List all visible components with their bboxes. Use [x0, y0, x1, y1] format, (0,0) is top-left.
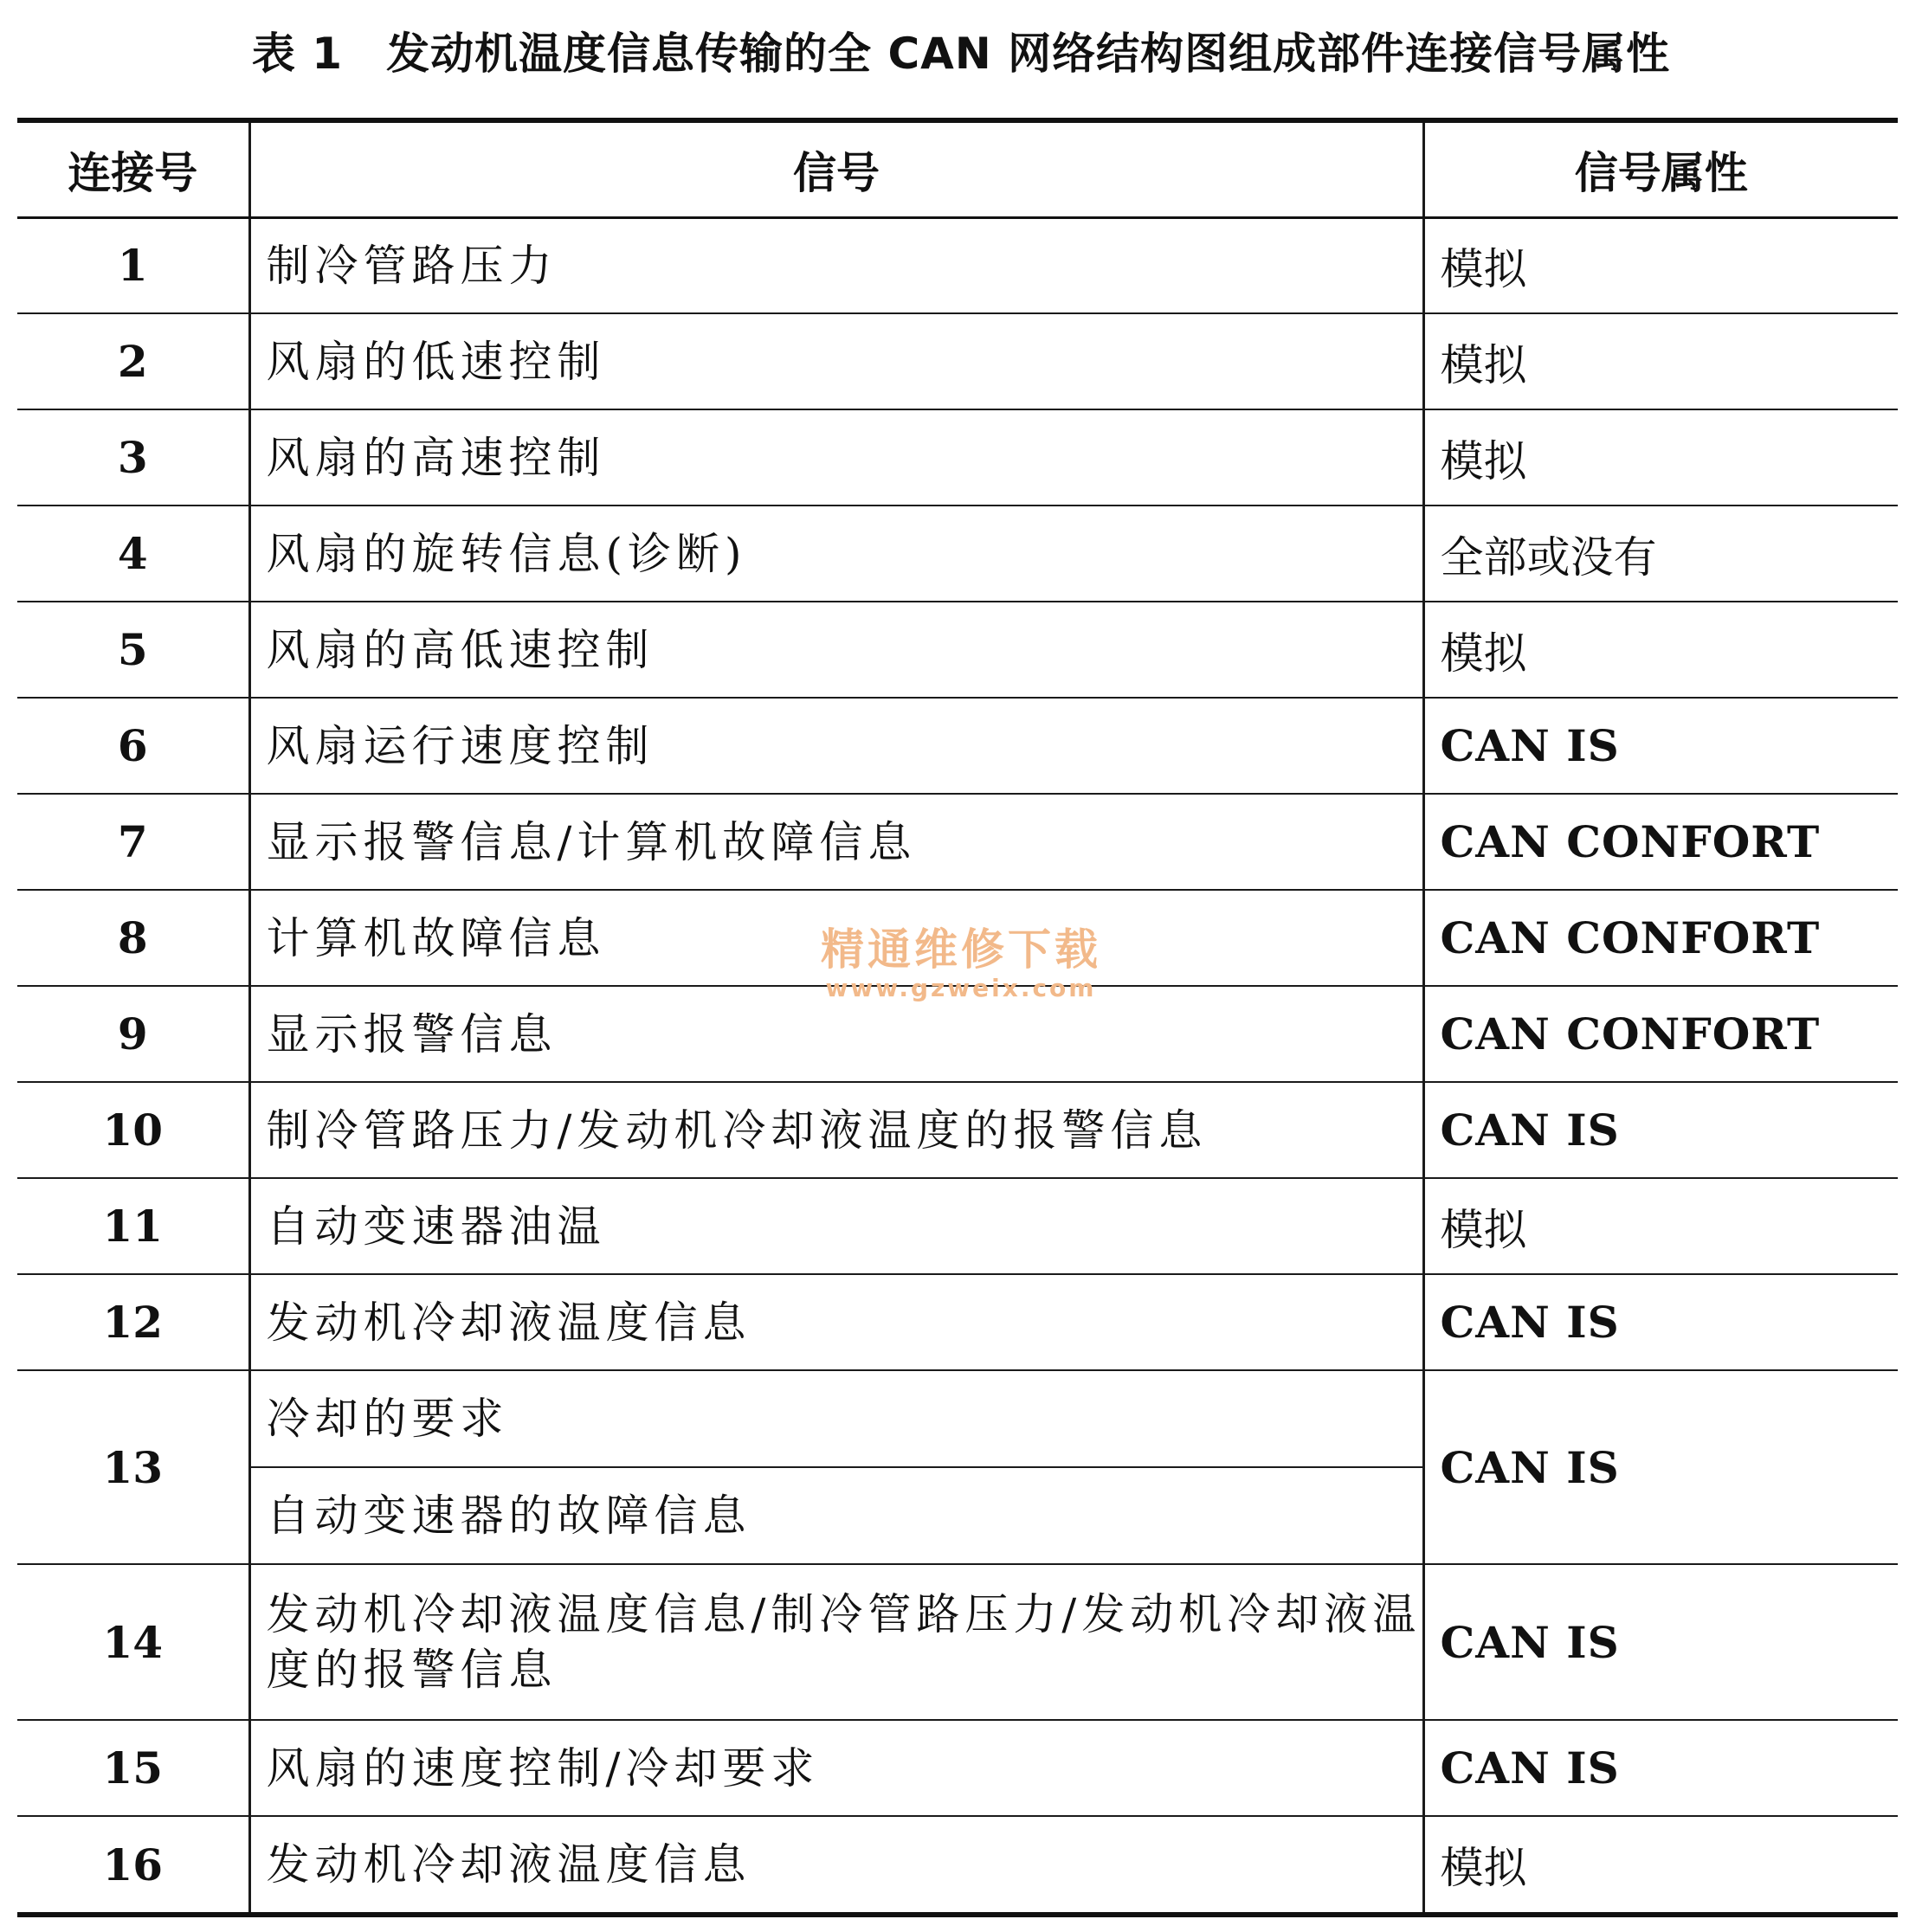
connection-no-cell: 8	[17, 890, 249, 986]
watermark-text: 精通维修下载	[821, 924, 1101, 975]
attribute-cell: 模拟	[1423, 1178, 1898, 1274]
signal-cell: 自动变速器油温	[249, 1178, 1423, 1274]
table-row	[17, 890, 1898, 986]
connection-no-cell: 14	[17, 1564, 249, 1720]
attribute-cell: 模拟	[1423, 1816, 1898, 1915]
attribute-cell: CAN IS	[1423, 1274, 1898, 1370]
attribute-cell: 模拟	[1423, 409, 1898, 506]
signal-cell: 发动机冷却液温度信息/制冷管路压力/发动机冷却液温度的报警信息	[249, 1564, 1423, 1720]
connection-no-cell: 11	[17, 1178, 249, 1274]
attribute-cell: CAN CONFORT	[1423, 890, 1898, 986]
table-title: 发动机温度信息传输的全 CAN 网络结构图组成部件连接信号属性	[386, 29, 1671, 79]
connection-no-cell: 1	[17, 217, 249, 313]
signal-cell: 冷却的要求	[249, 1370, 1423, 1467]
signal-cell: 风扇的速度控制/冷却要求	[249, 1720, 1423, 1816]
connection-no-cell: 9	[17, 986, 249, 1082]
table-row	[17, 409, 1898, 506]
table-row	[17, 1816, 1898, 1915]
connection-no-cell: 2	[17, 313, 249, 409]
table-row	[17, 794, 1898, 890]
table-row	[17, 986, 1898, 1082]
signal-cell: 自动变速器的故障信息	[249, 1467, 1423, 1564]
table-row	[17, 698, 1898, 794]
header-signal-attribute: 信号属性	[1423, 120, 1898, 217]
table-row	[17, 313, 1898, 409]
signal-cell: 风扇的高低速控制	[249, 602, 1423, 698]
table-row	[17, 1370, 1898, 1467]
attribute-cell: CAN CONFORT	[1423, 794, 1898, 890]
attribute-cell: CAN IS	[1423, 1370, 1898, 1564]
attribute-cell: CAN IS	[1423, 1564, 1898, 1720]
signal-cell: 风扇的低速控制	[249, 313, 1423, 409]
attribute-cell: CAN IS	[1423, 1720, 1898, 1816]
table-row	[17, 1178, 1898, 1274]
attribute-cell: 全部或没有	[1423, 506, 1898, 602]
signal-cell: 显示报警信息/计算机故障信息	[249, 794, 1423, 890]
attribute-cell: 模拟	[1423, 313, 1898, 409]
signal-cell: 风扇的旋转信息(诊断)	[249, 506, 1423, 602]
connection-no-cell: 12	[17, 1274, 249, 1370]
connection-no-cell: 15	[17, 1720, 249, 1816]
attribute-cell: CAN IS	[1423, 698, 1898, 794]
signal-cell: 显示报警信息	[249, 986, 1423, 1082]
table-row	[17, 1564, 1898, 1720]
table-row	[17, 1274, 1898, 1370]
connection-no-cell: 7	[17, 794, 249, 890]
table-row	[17, 1720, 1898, 1816]
signal-cell: 制冷管路压力/发动机冷却液温度的报警信息	[249, 1082, 1423, 1178]
table-caption	[0, 19, 1922, 88]
connection-no-cell: 6	[17, 698, 249, 794]
connection-no-cell: 4	[17, 506, 249, 602]
connection-no-cell: 5	[17, 602, 249, 698]
attribute-cell: 模拟	[1423, 602, 1898, 698]
signal-cell: 发动机冷却液温度信息	[249, 1274, 1423, 1370]
table-row	[17, 602, 1898, 698]
table-row	[17, 506, 1898, 602]
attribute-cell: 模拟	[1423, 217, 1898, 313]
table-row	[17, 1082, 1898, 1178]
header-connection-no: 连接号	[17, 120, 249, 217]
connection-no-cell: 16	[17, 1816, 249, 1915]
attribute-cell: CAN CONFORT	[1423, 986, 1898, 1082]
table-row	[17, 217, 1898, 313]
attribute-cell: CAN IS	[1423, 1082, 1898, 1178]
connection-no-cell: 10	[17, 1082, 249, 1178]
signal-cell: 发动机冷却液温度信息	[249, 1816, 1423, 1915]
signal-attribute-table	[17, 118, 1898, 1917]
signal-cell: 制冷管路压力	[249, 217, 1423, 313]
signal-cell: 计算机故障信息	[249, 890, 1423, 986]
connection-no-cell: 13	[17, 1370, 249, 1564]
connection-no-cell: 3	[17, 409, 249, 506]
signal-cell: 风扇的高速控制	[249, 409, 1423, 506]
table-header-row	[17, 120, 1898, 217]
watermark-url: www.gzweix.com	[825, 974, 1097, 1002]
table-number: 表 1	[251, 29, 344, 79]
signal-cell: 风扇运行速度控制	[249, 698, 1423, 794]
header-signal: 信号	[249, 120, 1423, 217]
